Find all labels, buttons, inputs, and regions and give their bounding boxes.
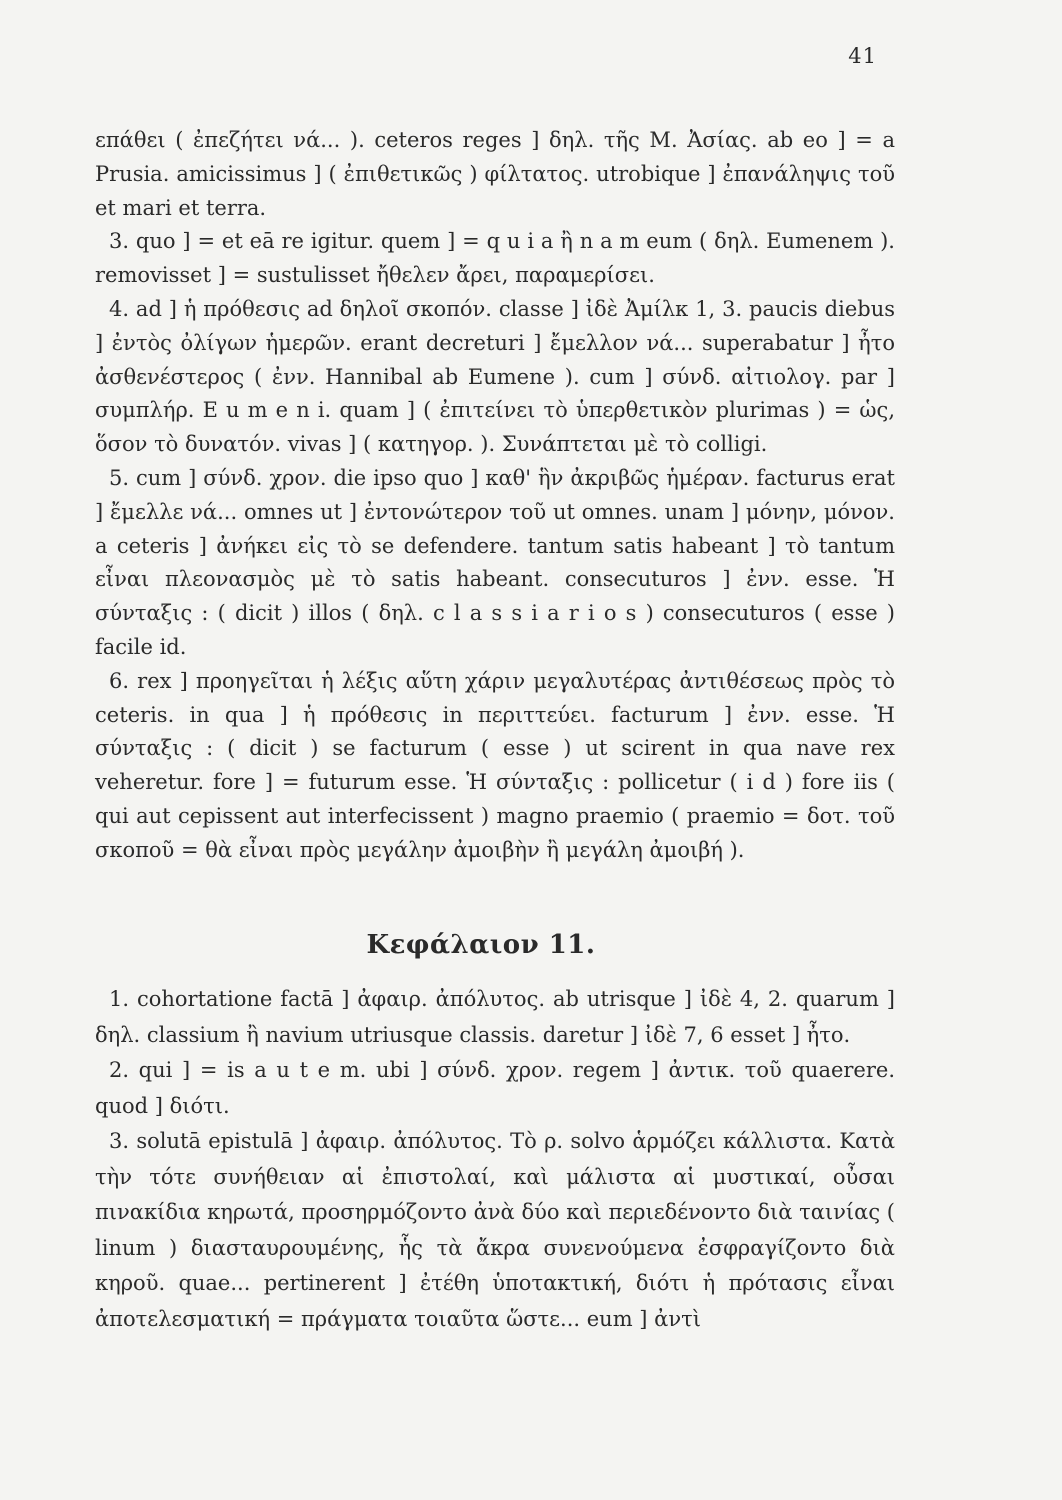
- page-number: 41: [848, 44, 877, 68]
- chapter-paragraph-2: 2. qui ] = is a u t e m. ubi ] σύνδ. χρον. regem ] ἀντικ. τοῦ quaerere. quod ] διότι.: [95, 1058, 895, 1118]
- commentary-block-chapter-11: [95, 982, 895, 1337]
- paragraph-continuation: επάθει ( ἐπεζήτει νά... ). ceteros reges ] δηλ. τῆς Μ. Ἀσίας. ab eo ] = a Prusia. amicissimus ] ( ἐπιθετικῶς ) φίλτατος. utrobique ] ἐπανάληψις τοῦ et mari et terra.: [95, 128, 895, 220]
- paragraph-4: 4. ad ] ἡ πρόθεσις ad δηλοῖ σκοπόν. classe ] ἰδὲ Ἀμίλκ 1, 3. paucis diebus ] ἐντὸς ὀλίγων ἡμερῶν. erant decreturi ] ἔμελλον νά... superabatur ] ἦτο ἀσθενέστερος ( ἐνν. Hannibal ab Eumene ). cum ] σύνδ. αἰτιολογ. par ] συμπλήρ. E u m e n i. quam ] ( ἐπιτείνει τὸ ὑπερθετικὸν plurimas ) = ὡς, ὅσον τὸ δυνατόν. vivas ] ( κατηγορ. ). Συνάπτεται μὲ τὸ colligi.: [95, 296, 895, 457]
- commentary-block-top: [95, 124, 895, 868]
- chapter-paragraph-3: 3. solutā epistulā ] ἀφαιρ. ἀπόλυτος. Τὸ ρ. solvo ἁρμόζει κάλλιστα. Κατὰ τὴν τότε συνήθειαν αἱ ἐπιστολαί, καὶ μάλιστα αἱ μυστικαί, οὖσαι πινακίδια κηρωτά, προσηρμόζοντο ἀνὰ δύο καὶ περιεδένοντο διὰ ταινίας ( linum ) διασταυρουμένης, ἧς τὰ ἄκρα συνενούμενα ἐσφραγίζοντο διὰ κηροῦ. quae... pertinerent ] ἐτέθη ὑποτακτική, διότι ἡ πρότασις εἶναι ἀποτελεσματική = πράγματα τοιαῦτα ὥστε... eum ] ἀντὶ: [95, 1129, 895, 1331]
- paragraph-5: 5. cum ] σύνδ. χρον. die ipso quo ] καθ' ἣν ἀκριβῶς ἡμέραν. facturus erat ] ἔμελλε νά... omnes ut ] ἐντονώτερον τοῦ ut omnes. unam ] μόνην, μόνον. a ceteris ] ἀνήκει εἰς τὸ se defendere. tantum satis habeant ] τὸ tantum εἶναι πλεονασμὸς μὲ τὸ satis habeant. consecuturos ] ἐνν. esse. Ἡ σύνταξις : ( dicit ) illos ( δηλ. c l a s s i a r i o s ) consecuturos ( esse ) facile id.: [95, 465, 895, 659]
- paragraph-6: 6. rex ] προηγεῖται ἡ λέξις αὕτη χάριν μεγαλυτέρας ἀντιθέσεως πρὸς τὸ ceteris. in qua ] ἡ πρόθεσις in περιττεύει. facturum ] ἐνν. esse. Ἡ σύνταξις : ( dicit ) se facturum ( esse ) ut scirent in qua nave rex veheretur. fore ] = futurum esse. Ἡ σύνταξις : pollicetur ( i d ) fore iis ( qui aut cepissent aut interfecissent ) magno praemio ( praemio = δοτ. τοῦ σκοποῦ = θὰ εἶναι πρὸς μεγάλην ἀμοιβὴν ἢ μεγάλη ἀμοιβή ).: [95, 668, 895, 862]
- chapter-paragraph-1: 1. cohortatione factā ] ἀφαιρ. ἀπόλυτος. ab utrisque ] ἰδὲ 4, 2. quarum ] δηλ. classium ἢ navium utriusque classis. daretur ] ἰδὲ 7, 6 esset ] ἦτο.: [95, 987, 895, 1047]
- chapter-heading: Κεφάλαιον 11.: [366, 930, 596, 960]
- paragraph-3: 3. quo ] = et eā re igitur. quem ] = q u i a ἢ n a m eum ( δηλ. Eumenem ). removisset ] = sustulisset ἤθελεν ἄρει, παραμερίσει.: [95, 229, 895, 288]
